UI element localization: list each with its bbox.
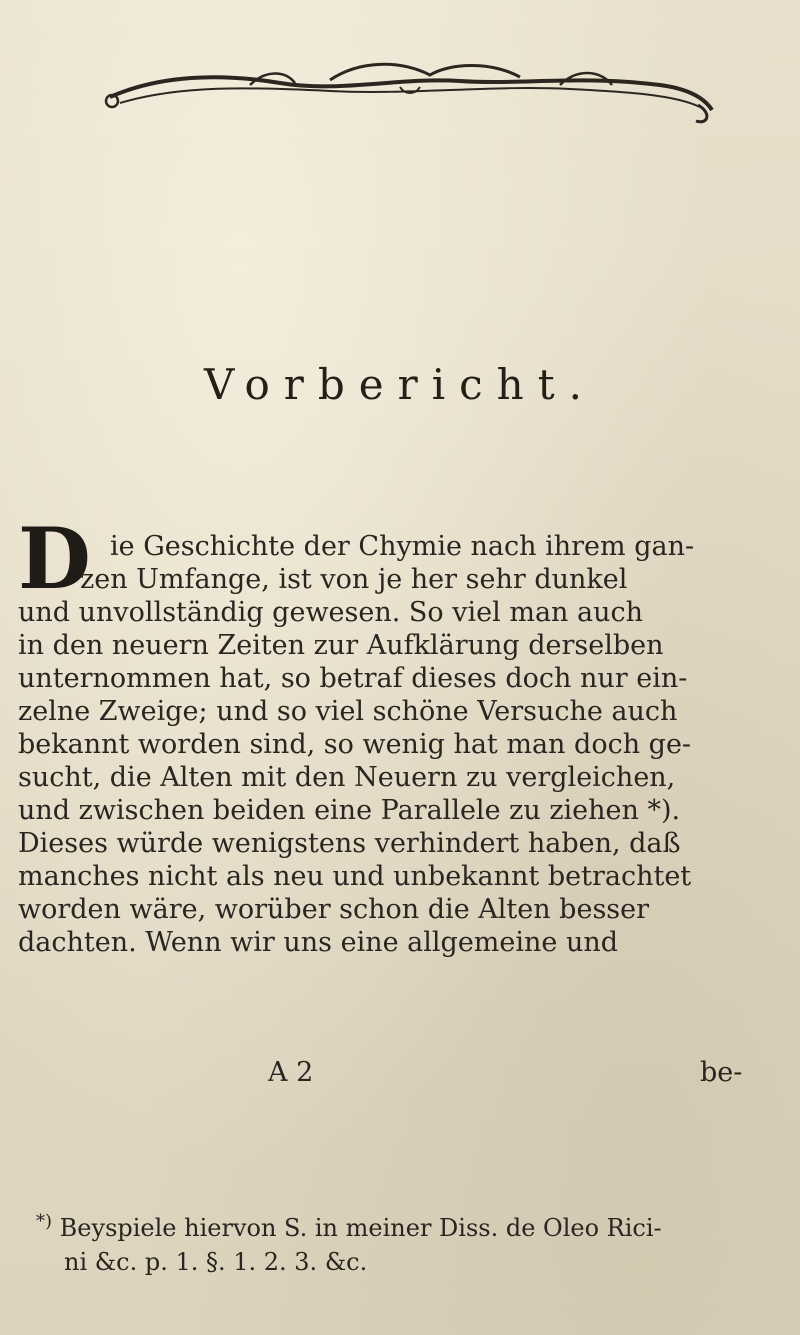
text-line: bekannt worden sind, so wenig hat man doch ge- xyxy=(18,729,692,760)
text-line: in den neuern Zeiten zur Aufklärung derselben xyxy=(18,630,664,661)
footnote-line: Beyspiele hiervon S. in meiner Diss. de Oleo Rici- xyxy=(59,1214,662,1242)
text-line: und unvollständig gewesen. So viel man auch xyxy=(18,597,644,628)
section-heading: Vorbericht. xyxy=(204,360,596,409)
text-line: unternommen hat, so betraf dieses doch nur ein- xyxy=(18,663,688,694)
text-line: und zwischen beiden eine Parallele zu ziehen *). xyxy=(18,795,681,826)
text-line: Dieses würde wenigstens verhindert haben, daß xyxy=(18,828,681,859)
text-line: manches nicht als neu und unbekannt betrachtet xyxy=(18,861,692,892)
text-line: zen Umfange, ist von je her sehr dunkel xyxy=(80,564,628,595)
text-line: sucht, die Alten mit den Neuern zu vergleichen, xyxy=(18,762,676,793)
signature-mark: A 2 xyxy=(268,1057,314,1088)
text-line: worden wäre, worüber schon die Alten besser xyxy=(18,894,650,925)
text-line: dachten. Wenn wir uns eine allgemeine und xyxy=(18,927,619,958)
footnote-mark: *) xyxy=(36,1211,53,1232)
body-paragraph xyxy=(18,530,798,959)
decorative-headpiece-ornament xyxy=(100,55,720,125)
text-line: ie Geschichte der Chymie nach ihrem gan- xyxy=(110,531,695,562)
text-line: zelne Zweige; und so viel schöne Versuche auch xyxy=(18,696,678,727)
catchword: be- xyxy=(700,1057,743,1088)
footnote-line: ni &c. p. 1. §. 1. 2. 3. &c. xyxy=(64,1248,368,1276)
drop-cap-initial: D xyxy=(18,509,91,608)
footnote xyxy=(36,1205,776,1279)
